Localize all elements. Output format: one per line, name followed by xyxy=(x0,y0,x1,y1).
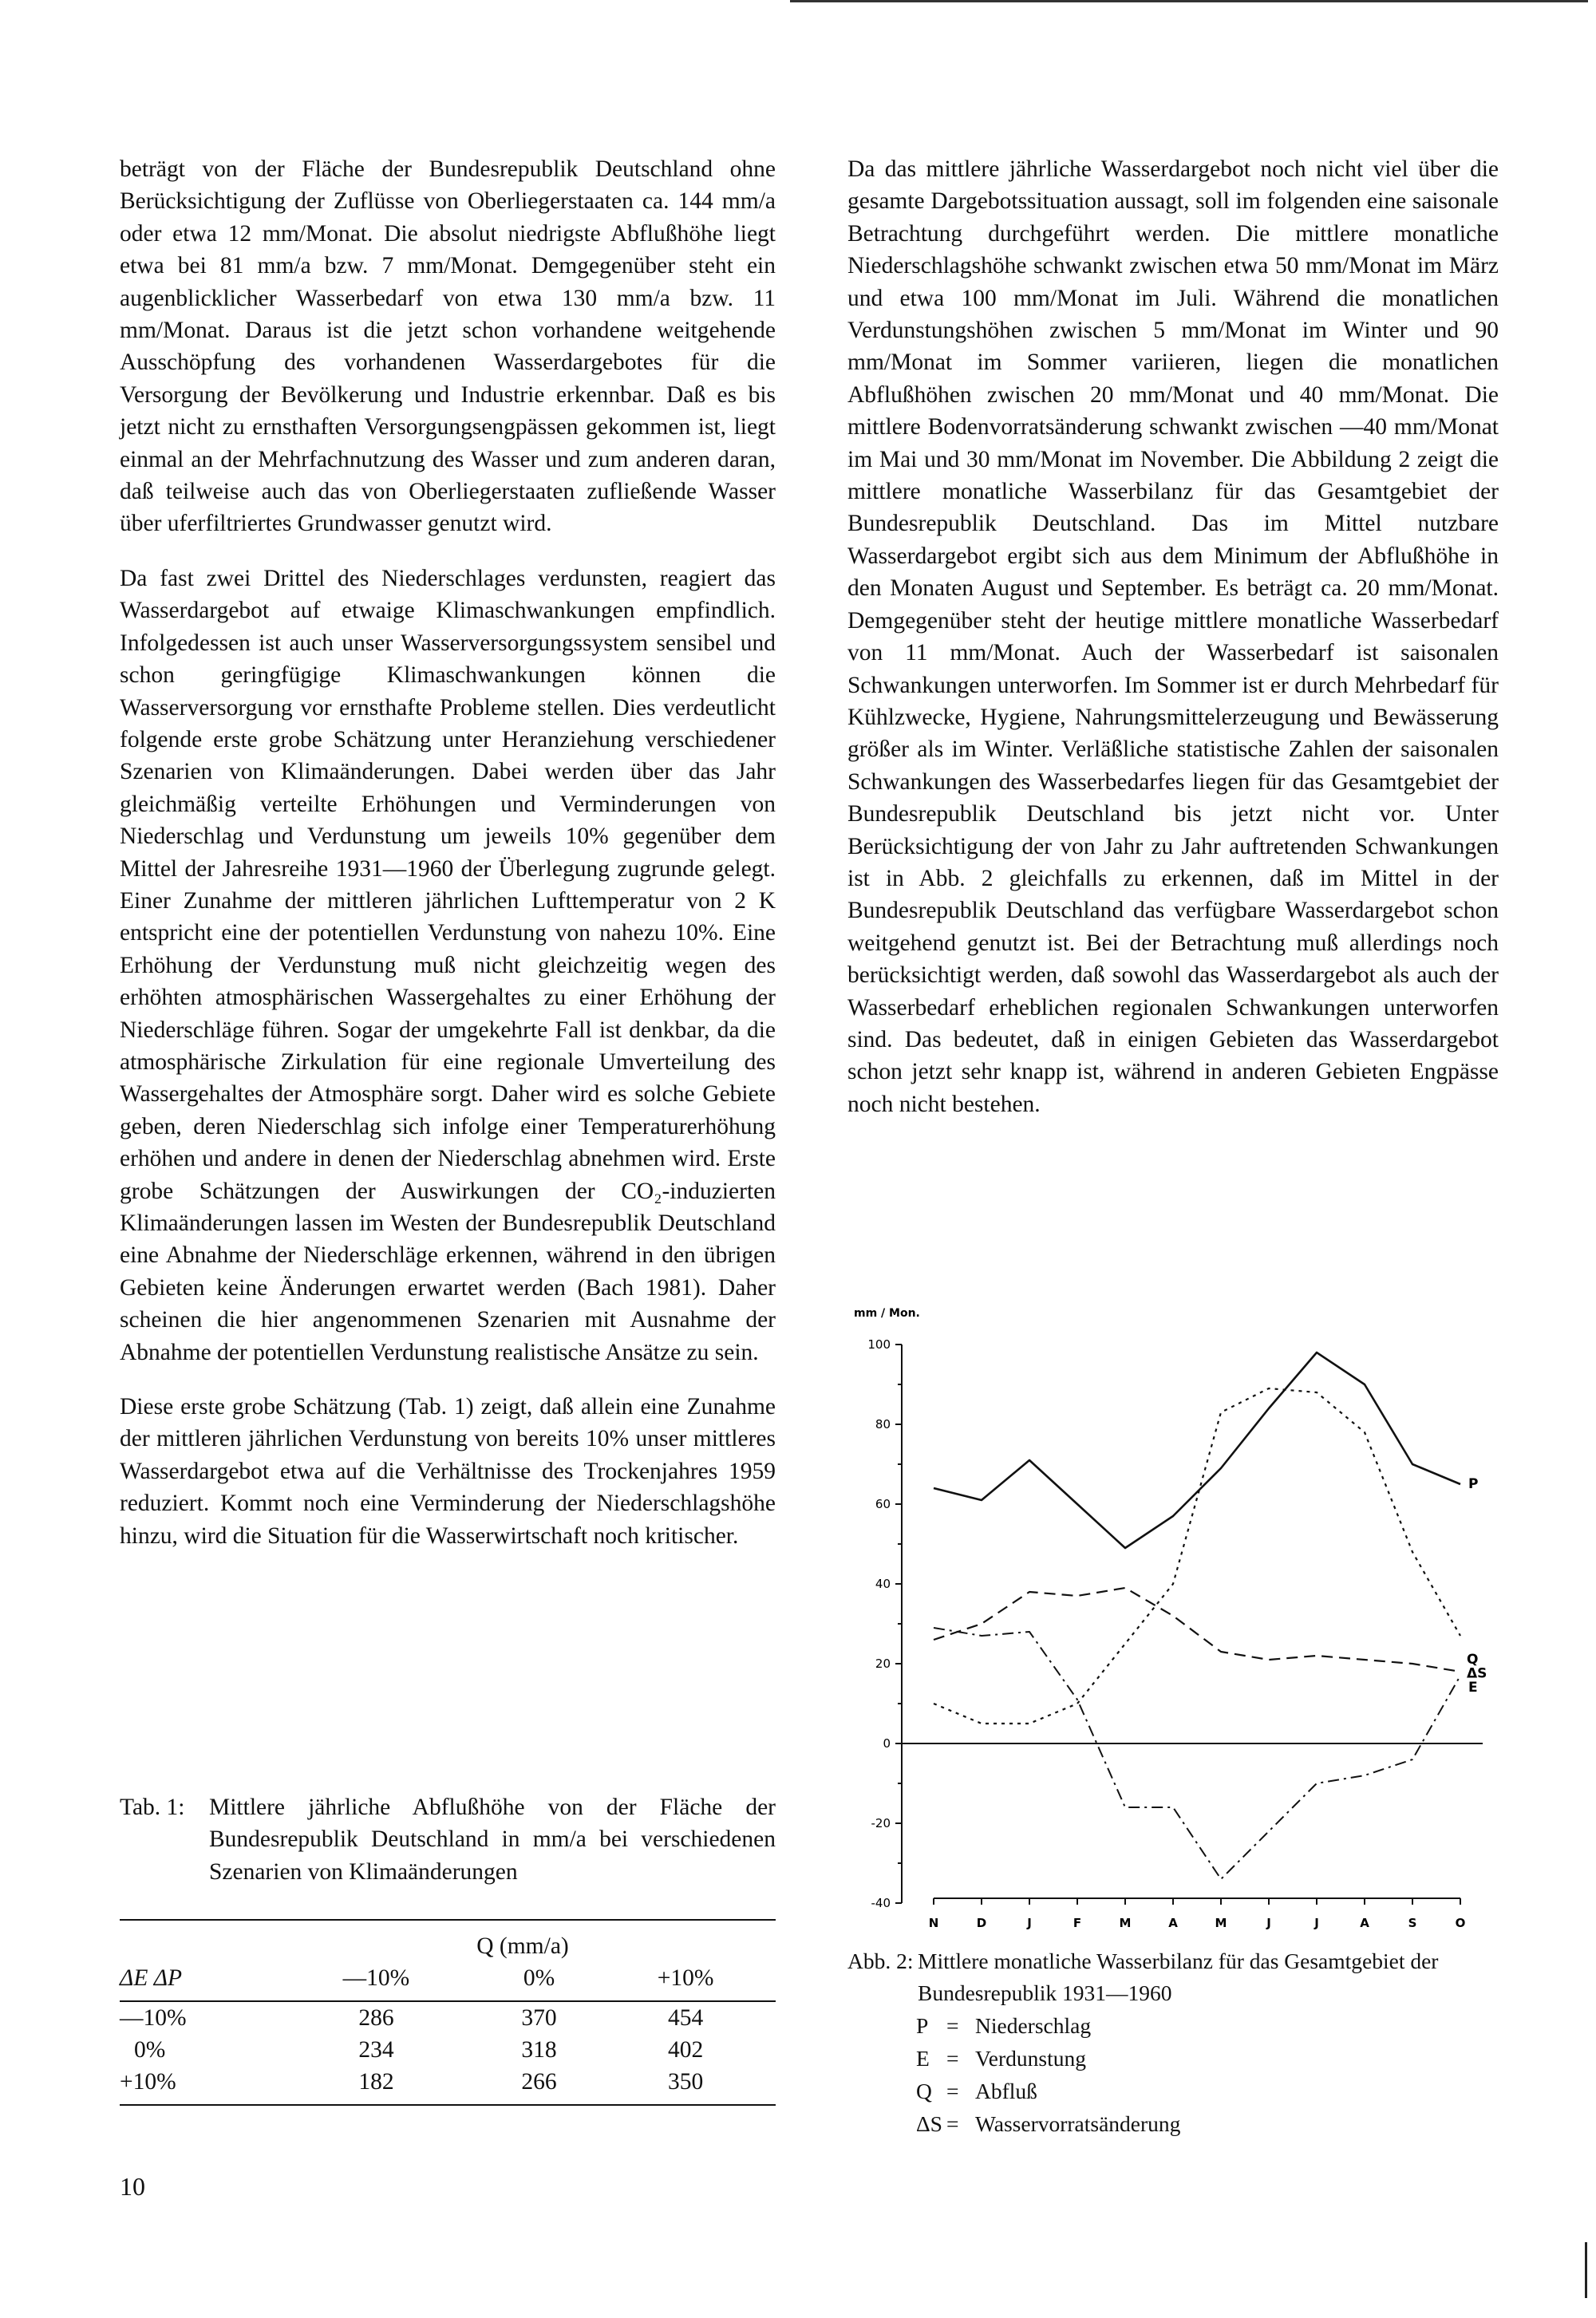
legend-symbol: P xyxy=(916,2013,929,2038)
series-label-delta-s: ΔS xyxy=(1467,1665,1487,1682)
y-unit-label: mm / Mon. xyxy=(854,1307,920,1320)
x-tick-label: D xyxy=(976,1916,987,1930)
water-balance-chart xyxy=(830,1293,1532,1931)
paragraph: Da das mittlere jährliche Wasserdargebot noch nicht viel über die gesamte Dargebotssituation aussagt, soll im folgenden eine saisonale Betrachtung durchgeführt werden. Die mittlere monatliche Niederschlagshöhe schwankt zwischen etwa 50 mm/Monat im März und etwa 100 mm/Monat im Juli. Während die monatlichen Verdunstungshöhen zwischen 5 mm/Monat im Winter und 90 mm/Monat im Sommer variieren, liegen die monatlichen Abflußhöhen zwischen 20 mm/Monat und 40 mm/Monat. Die mittlere Bodenvorratsänderung schwankt zwischen —40 mm/Monat im Mai und 30 mm/Monat im November. Die Abbildung 2 zeigt die mittlere monatliche Wasserbilanz für das Gesamtgebiet der Bundesrepublik Deutschland. Das im Mittel nutzbare Wasserdargebot ergibt sich aus dem Minimum der Abflußhöhe in den Monaten August und September. Es beträgt ca. 20 mm/Monat. Demgegenüber steht der heutige mittlere monatliche Wasserbedarf von 11 mm/Monat. Auch der Wasserbedarf ist saisonalen Schwankungen unterworfen. Im Sommer ist er durch Mehrbedarf für Kühlzwecke, Hygiene, Nahrungsmittelerzeugung und Bewässerung größer als im Winter. Verläßliche statistische Zahlen der saisonalen Schwankungen des Wasserbedarfes liegen für das Gesamtgebiet der Bundesrepublik Deutschland bis jetzt nicht vor. Unter Berücksichtigung der von Jahr zu Jahr auftretenden Schwankungen ist in Abb. 2 gleichfalls zu erkennen, daß im Mittel in der Bundesrepublik Deutschland das verfügbare Wasserdargebot schon weitgehend genutzt ist. Bei der Betrachtung muß allerdings noch berücksichtigt werden, daß sowohl das Wasserdargebot als auch der Wasserbedarf erheblichen regionalen Schwankungen unterworfen sind. Das bedeutet, daß in einigen Gebieten das Wasserdargebot schon jetzt sehr knapp ist, während in anderen Gebieten Engpässe noch nicht bestehen. xyxy=(847,156,1499,1117)
scan-edge-mark xyxy=(1585,2242,1587,2298)
x-tick-label: J xyxy=(1027,1916,1032,1930)
figure-legend xyxy=(916,2009,1180,2140)
y-tick-label: -40 xyxy=(871,1896,891,1910)
x-tick-label: N xyxy=(928,1916,939,1930)
legend-symbol: E xyxy=(916,2046,930,2071)
x-tick-label: O xyxy=(1455,1916,1466,1930)
table-row xyxy=(120,2001,776,2034)
legend-symbol: ΔS xyxy=(916,2111,942,2136)
legend-symbol: Q xyxy=(916,2079,932,2103)
series-e-line xyxy=(934,1588,1460,1672)
figure-caption-text: Mittlere monatliche Wasserbilanz für das Gesamtgebiet der Bundesrepublik 1931—1960 xyxy=(918,1949,1439,2005)
chart-svg xyxy=(830,1293,1532,1931)
legend-text: Abfluß xyxy=(975,2079,1037,2103)
x-tick-label: F xyxy=(1073,1916,1082,1930)
figure-label: Abb. 2: xyxy=(847,1949,914,1973)
row-label: +10% xyxy=(120,2069,176,2095)
table-cell: 370 xyxy=(521,2005,557,2031)
x-tick-label: S xyxy=(1408,1916,1417,1930)
table-col-header: 0% xyxy=(523,1965,555,1991)
table-caption xyxy=(120,1791,776,1888)
table-cell: 350 xyxy=(667,2069,704,2095)
y-tick-label: 40 xyxy=(875,1577,891,1591)
table-cell: 266 xyxy=(521,2069,557,2095)
paragraph: Diese erste grobe Schätzung (Tab. 1) zeigt, daß allein eine Zunahme der mittleren jährlichen Verdunstung von bereits 10% unser mittleres Wasserdargebot etwa auf die Verhältnisse des Trockenjahres 1959 reduziert. Kommt noch eine Verminderung der Niederschlagshöhe hinzu, wird die Situation für die Wasserwirtschaft noch kritischer. xyxy=(120,1394,776,1549)
x-tick-label: J xyxy=(1314,1916,1319,1930)
table-group-header: Q (mm/a) xyxy=(476,1933,569,1959)
legend-entry: ΔS = Wasservorratsänderung xyxy=(916,2107,1180,2140)
results-table xyxy=(120,1919,776,2106)
series-p-line xyxy=(934,1352,1460,1548)
x-tick-label: M xyxy=(1215,1916,1227,1930)
series-label-q: Q xyxy=(1467,1652,1479,1668)
legend-text: Verdunstung xyxy=(975,2046,1087,2071)
left-column xyxy=(120,153,776,1552)
table-label: Tab. 1: xyxy=(120,1795,185,1820)
table-col-header: +10% xyxy=(657,1965,714,1991)
legend-text: Wasservorratsänderung xyxy=(975,2111,1181,2136)
y-tick-label: -20 xyxy=(871,1816,891,1830)
table-col-header: —10% xyxy=(342,1965,410,1991)
paragraph: beträgt von der Fläche der Bundesrepublik Deutschland ohne Berücksichtigung der Zuflüsse von Oberliegerstaaten ca. 144 mm/a oder etwa 12 mm/Monat. Die absolut niedrigste Abflußhöhe liegt etwa bei 81 mm/a bzw. 7 mm/Monat. Demgegenüber steht ein augenblicklicher Wasserbedarf von etwa 130 mm/a bzw. 11 mm/Monat. Daraus ist die jetzt schon vorhandene weitgehende Ausschöpfung des vorhandenen Wasserdargebotes für die Versorgung der Bevölkerung und Industrie erkennbar. Daß es bis jetzt nicht zu ernsthaften Versorgungsengpässen gekommen ist, liegt einmal an der Mehrfachnutzung des Wasser und zum anderen daran, daß teilweise auch das von Oberliegerstaaten zufließende Wasser über uferfiltriertes Grundwasser genutzt wird. xyxy=(120,156,776,537)
table-row xyxy=(120,2066,776,2098)
legend-entry: Q = Abfluß xyxy=(916,2075,1180,2107)
x-tick-label: A xyxy=(1360,1916,1369,1930)
y-tick-label: 80 xyxy=(875,1417,891,1431)
x-tick-label: A xyxy=(1168,1916,1178,1930)
figure-caption xyxy=(847,1945,1510,2009)
table-cell: 286 xyxy=(358,2005,394,2031)
table-cell: 234 xyxy=(358,2037,394,2063)
y-tick-label: 100 xyxy=(867,1337,891,1352)
legend-entry: E = Verdunstung xyxy=(916,2042,1180,2075)
right-column xyxy=(847,153,1499,1120)
table-cell: 318 xyxy=(521,2037,557,2063)
series-delta-s-line xyxy=(934,1388,1460,1724)
legend-entry: P = Niederschlag xyxy=(916,2009,1180,2042)
row-label: —10% xyxy=(120,2005,187,2031)
series-q-line xyxy=(934,1628,1460,1879)
y-tick-label: 20 xyxy=(875,1657,891,1671)
table-cell: 402 xyxy=(667,2037,704,2063)
x-tick-label: J xyxy=(1266,1916,1271,1930)
table-row xyxy=(120,2034,776,2066)
legend-text: Niederschlag xyxy=(975,2013,1092,2038)
top-rule xyxy=(790,0,1588,2)
y-tick-label: 60 xyxy=(875,1497,891,1511)
row-label: 0% xyxy=(134,2037,166,2063)
table-row-header: ΔE ΔP xyxy=(120,1965,183,1991)
series-label-p: P xyxy=(1468,1476,1479,1492)
table-cell: 454 xyxy=(667,2005,704,2031)
y-tick-label: 0 xyxy=(883,1736,891,1751)
x-tick-label: M xyxy=(1119,1916,1132,1930)
table-cell: 182 xyxy=(358,2069,394,2095)
table-caption-text: Mittlere jährliche Abflußhöhe von der Fläche der Bundesrepublik Deutschland in mm/a bei verschiedenen Szenarien von Klimaänderungen xyxy=(209,1795,776,1885)
page-number: 10 xyxy=(120,2172,145,2201)
paragraph: Da fast zwei Drittel des Niederschlages verdunsten, reagiert das Wasserdargebot auf etwaige Klimaschwankungen empfindlich. Infolgedessen ist auch unser Wasserversorgungssystem sensibel und schon geringfügige Klimaschwankungen können die Wasserversorgung vor ernsthafte Probleme stellen. Dies verdeutlicht folgende erste grobe Schätzung unter Heranziehung verschiedener Szenarien von Klimaänderungen. Dabei werden über das Jahr gleichmäßig verteilte Erhöhungen und Verminderungen von Niederschlag und Verdunstung um jeweils 10% gegenüber dem Mittel der Jahresreihe 1931—1960 der Überlegung zugrunde gelegt. Einer Zunahme der mittleren jährlichen Lufttemperatur von 2 K entspricht eine der potentiellen Verdunstung von nahezu 10%. Eine Erhöhung der Verdunstung muß nicht gleichzeitig wegen des erhöhten atmosphärischen Wassergehaltes zu einer Erhöhung der Niederschläge führen. Sogar der umgekehrte Fall ist denkbar, da die atmosphärische Zirkulation für eine regionale Umverteilung des Wassergehaltes der Atmosphäre sorgt. Daher wird es solche Gebiete geben, deren Niederschlag sich infolge einer Temperaturerhöhung erhöhen und andere in denen der Niederschlag abnehmen wird. Erste grobe Schätzungen der Auswirkungen der CO₂-induzierten Klimaänderungen lassen im Westen der Bundesrepublik Deutschland eine Abnahme der Niederschläge erkennen, während in den übrigen Gebieten keine Änderungen erwartet werden (Bach 1981). Daher scheinen die hier angenommenen Szenarien mit Ausnahme der Abnahme der potentiellen Verdunstung realistische Ansätze zu sein. xyxy=(120,565,776,1365)
series-label-e: E xyxy=(1468,1680,1478,1696)
